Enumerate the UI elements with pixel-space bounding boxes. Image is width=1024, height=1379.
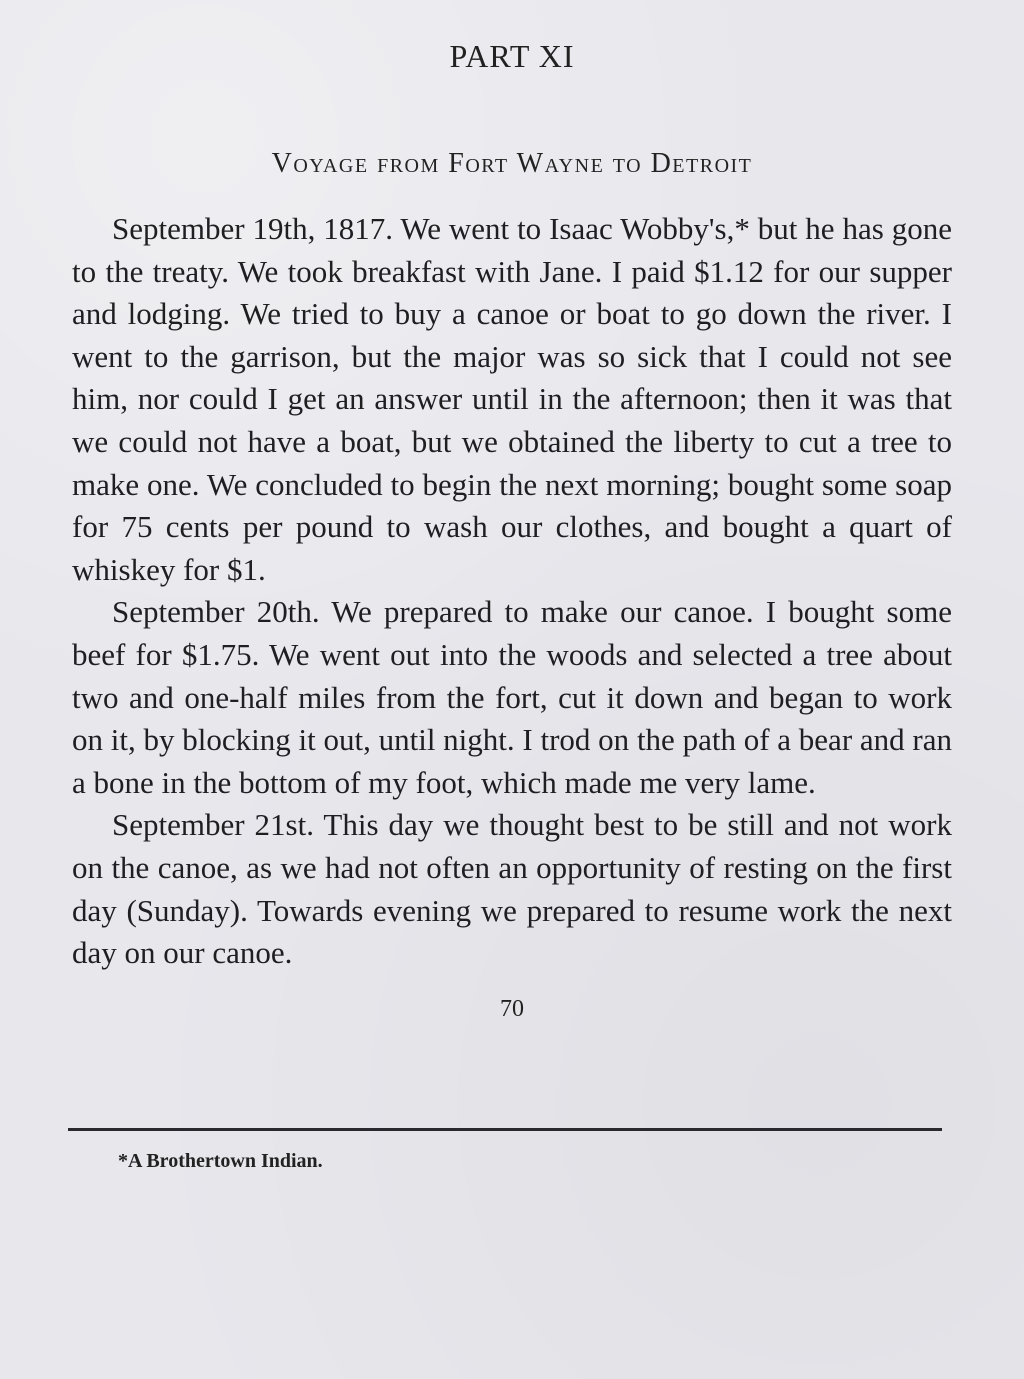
paragraph-sept-19: September 19th, 1817. We went to Isaac Wobby's,* but he has gone to the treaty. We took breakfast with Jane. I paid $1.12 for our supper and lodging. We tried to buy a canoe or boat to go down the river. I went to the garrison, but the major was so sick that I could not see him, nor could I get an answer until in the afternoon; then it was that we could not have a boat, but we obtained the liberty to cut a tree to make one. We concluded to begin the next morning; bought some soap for 75 cents per pound to wash our clothes, and bought a quart of whiskey for $1.: [72, 211, 952, 587]
page-number: 70: [500, 996, 524, 1022]
part-title: PART XI: [449, 38, 575, 74]
paragraph-sept-20: September 20th. We prepared to make our canoe. I bought some beef for $1.75. We went out into the woods and selected a tree about two and one-half miles from the fort, cut it down and began to work on it, by blocking it out, until night. I trod on the path of a bear and ran a bone in the bottom of my foot, which made me very lame.: [72, 594, 952, 800]
body-text: [72, 208, 952, 975]
footnote-divider: [68, 1128, 942, 1131]
section-title: Voyage from Fort Wayne to Detroit: [271, 148, 753, 179]
footnote: *A Brothertown Indian.: [118, 1150, 323, 1172]
paragraph-sept-21: September 21st. This day we thought best to be still and not work on the canoe, as we had not often an opportunity of resting on the first day (Sunday). Towards evening we prepared to resume work the next day on our canoe.: [72, 807, 952, 971]
